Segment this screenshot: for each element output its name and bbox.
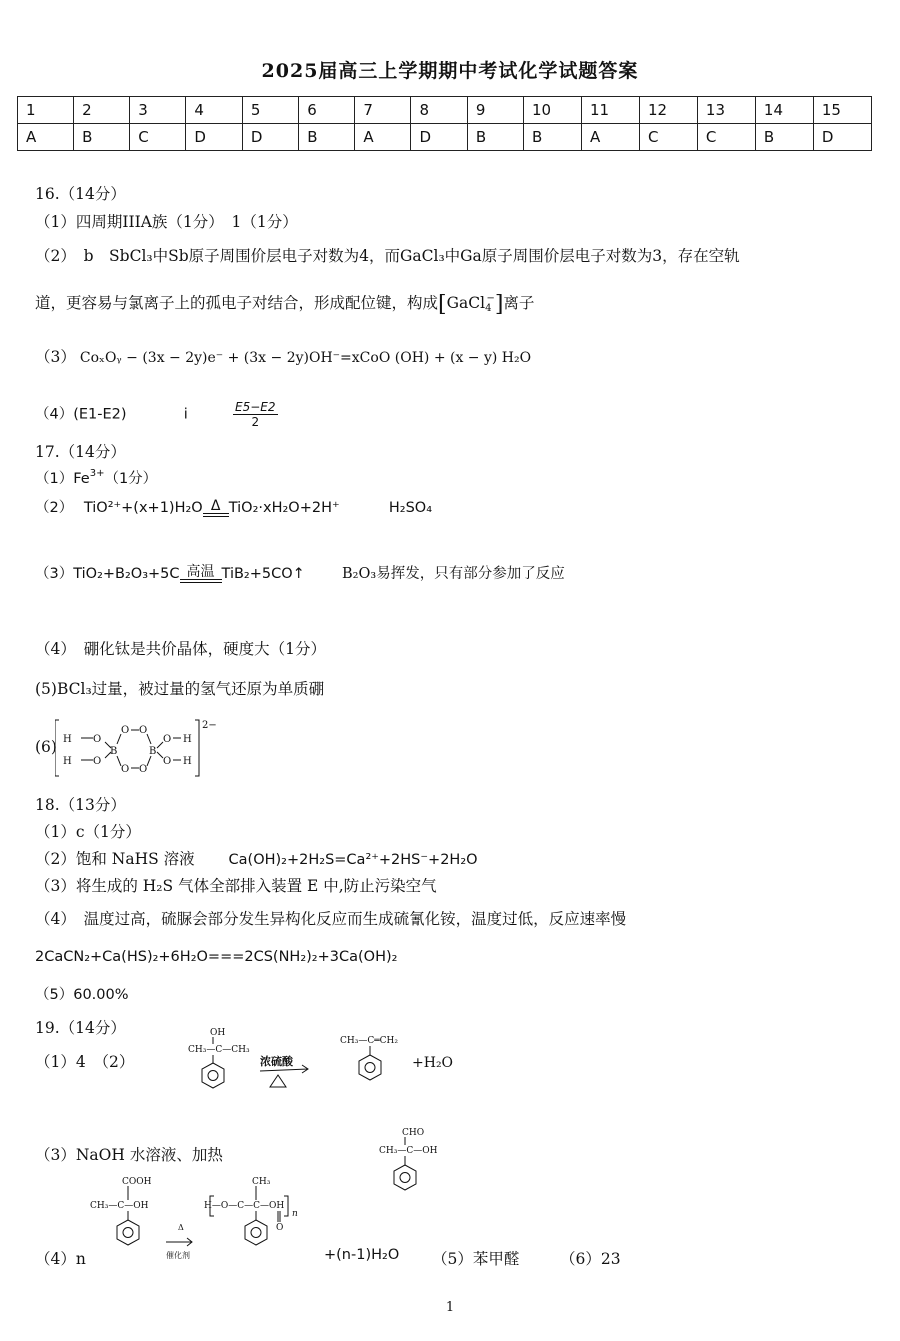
q19-part4-water: +(n-1)H₂O	[324, 1247, 400, 1263]
polymer-chain-label: H—O—C—C—OH	[204, 1201, 285, 1211]
q19-part2-water: +H₂O	[412, 1055, 454, 1071]
q17-part3-left: TiO₂+B₂O₃+5C	[73, 566, 180, 582]
q19-polymerization-scheme	[80, 1172, 330, 1272]
answer-table-numbers-row	[18, 97, 872, 124]
acid-chain-label: CH₃—C—OH	[90, 1201, 149, 1211]
question-number: 8	[411, 97, 467, 124]
q18-part2-equation: Ca(OH)₂+2H₂S=Ca²⁺+2HS⁻+2H₂O	[228, 852, 478, 868]
q17-part2-condition: Δ	[210, 498, 221, 514]
q17-part2-left: TiO²⁺+(x+1)H₂O	[83, 500, 203, 516]
answer-cell: A	[581, 124, 639, 151]
question-number: 3	[130, 97, 186, 124]
answer-cell: B	[523, 124, 581, 151]
product-chain-label: CH₃—C═CH₂	[340, 1036, 398, 1046]
polymer-methyl-label: CH₃	[252, 1177, 271, 1187]
q18-part2	[35, 847, 478, 869]
answer-cell: D	[242, 124, 298, 151]
q16-part3-equation: CoₓOᵧ − (3x − 2y)e⁻ + (3x − 2y)OH⁻=xCoO (OH) + (x − y) H₂O	[79, 350, 532, 366]
catalyst-label: 催化剂	[166, 1251, 190, 1260]
fraction-denominator: 2	[251, 415, 260, 429]
q19-header: 19.（14分）	[35, 1019, 126, 1037]
diagram-atom-label: O	[163, 756, 172, 767]
q16-header: 16.（14分）	[35, 185, 126, 203]
answer-cell: C	[639, 124, 697, 151]
q17-part2-right: TiO₂·xH₂O+2H⁺	[228, 500, 340, 516]
q17-part3	[35, 562, 565, 583]
q17-part1-label: （1）Fe	[35, 471, 90, 487]
q17-part2	[35, 496, 432, 517]
q17-part3-label: （3）	[35, 566, 74, 582]
q16-part4-label: （4）(E1-E2)	[35, 406, 127, 423]
reagent-concentrated-sulfuric-acid: 浓硫酸	[260, 1055, 293, 1068]
diagram-atom-label: H	[63, 734, 72, 745]
q19-part6: （6）23	[560, 1250, 621, 1268]
page-title: 2025届高三上学期期中考试化学试题答案	[261, 60, 639, 82]
borate-charge: 2−	[202, 720, 217, 731]
diagram-atom-label: O	[139, 764, 148, 775]
q18-part4: （4） 温度过高，硫脲会部分发生异构化反应而生成硫氰化铵，温度过低，反应速率慢	[35, 910, 627, 928]
q19-part5: （5）苯甲醛	[432, 1250, 520, 1268]
question-number: 9	[467, 97, 523, 124]
question-number: 6	[299, 97, 355, 124]
answer-cell: C	[130, 124, 186, 151]
cooh-label: COOH	[122, 1177, 152, 1187]
q19-aldehyde-structure	[375, 1125, 445, 1195]
answer-cell: B	[755, 124, 813, 151]
q16-part3-label: （3）	[35, 348, 76, 366]
q18-part2-label: （2）饱和 NaHS 溶液	[35, 850, 195, 868]
carbonyl-o-label: O	[276, 1223, 284, 1233]
diagram-atom-label: H	[183, 734, 192, 745]
q16-part2-line1	[35, 244, 740, 266]
q19-part4-label: （4）n	[35, 1250, 86, 1268]
q17-part2-label: （2）	[35, 500, 74, 516]
question-number: 7	[355, 97, 411, 124]
question-number: 1	[18, 97, 74, 124]
q16-part2-end: 离子	[503, 294, 535, 312]
answer-cell: B	[74, 124, 130, 151]
q16-part2-text: SbCl₃中Sb原子周围价层电子对数为4，而GaCl₃中Ga原子周围价层电子对数为3，存在空轨	[109, 247, 740, 265]
question-number: 2	[74, 97, 130, 124]
oh-label: OH	[210, 1028, 226, 1038]
q18-part3: （3）将生成的 H₂S 气体全部排入装置 E 中,防止污染空气	[35, 877, 437, 895]
answer-cell: A	[355, 124, 411, 151]
delta-label: Δ	[178, 1223, 184, 1232]
q18-part4-equation: 2CaCN₂+Ca(HS)₂+6H₂O===2CS(NH₂)₂+3Ca(OH)₂	[35, 949, 398, 965]
diagram-atom-label: O	[121, 725, 130, 736]
q18-part5: （5）60.00%	[35, 987, 129, 1003]
diagram-atom-label: O	[121, 764, 130, 775]
q17-part1-score: （1分）	[104, 471, 158, 487]
answer-cell: B	[467, 124, 523, 151]
diagram-atom-label: O	[93, 734, 102, 745]
q19-part4	[35, 1247, 86, 1269]
question-number: 5	[242, 97, 298, 124]
diagram-atom-label: O	[163, 734, 172, 745]
fraction-numerator: E5−E2	[235, 400, 276, 414]
q17-part3-extra: B₂O₃易挥发，只有部分参加了反应	[342, 566, 565, 582]
q17-part1-charge: 3+	[89, 468, 105, 479]
q19-part3: （3）NaOH 水溶液、加热	[35, 1146, 223, 1164]
answer-cell: B	[299, 124, 355, 151]
q17-part5: (5)BCl₃过量，被过量的氢气还原为单质硼	[35, 680, 325, 698]
diagram-atom-label: H	[183, 756, 192, 767]
question-number: 15	[813, 97, 871, 124]
q16-part2-label: （2） b	[35, 247, 110, 265]
question-number: 11	[581, 97, 639, 124]
polymer-n-label: n	[292, 1209, 298, 1219]
question-number: 13	[697, 97, 755, 124]
borate-structure-diagram	[55, 718, 225, 780]
answer-table	[17, 96, 872, 151]
q16-ion: GaCl	[446, 294, 486, 312]
q17-part3-right: TiB₂+5CO↑	[221, 566, 305, 582]
q16-part4-mid: i	[183, 406, 188, 423]
cho-label: CHO	[402, 1128, 425, 1138]
q18-header: 18.（13分）	[35, 796, 126, 814]
answer-cell: C	[697, 124, 755, 151]
reactant-chain-label: CH₃—C—CH₃	[188, 1045, 250, 1055]
q18-part1: （1）c（1分）	[35, 823, 141, 841]
answer-table-answers-row	[18, 124, 872, 151]
question-number: 12	[639, 97, 697, 124]
q17-header: 17.（14分）	[35, 443, 126, 461]
aldehyde-chain-label: CH₃—C—OH	[379, 1146, 438, 1156]
answer-cell: D	[813, 124, 871, 151]
q16-part2-line2: 道，更容易与氯离子上的孤电子对结合，形成配位键，构成[GaCl$_4$−]离子	[35, 292, 535, 317]
q16-part1: （1）四周期IIIA族（1分） 1（1分）	[35, 213, 298, 231]
q16-part3	[35, 345, 531, 367]
q19-dehydration-scheme	[180, 1025, 470, 1095]
q16-part2-text2: 道，更容易与氯离子上的孤电子对结合，形成配位键，构成	[35, 294, 439, 312]
answer-cell: D	[186, 124, 242, 151]
q17-part3-condition: 高温	[186, 564, 215, 580]
q19-part1-2: （1）4 （2）	[35, 1053, 135, 1071]
question-number: 4	[186, 97, 242, 124]
q16-part4	[35, 400, 278, 429]
q17-part4: （4） 硼化钛是共价晶体，硬度大（1分）	[35, 640, 326, 658]
q17-part2-extra: H₂SO₄	[388, 500, 433, 516]
answer-cell: D	[411, 124, 467, 151]
q17-part6-label: (6)	[35, 738, 57, 756]
answer-cell: A	[18, 124, 74, 151]
page-number: 1	[445, 1300, 455, 1315]
diagram-atom-label: O	[93, 756, 102, 767]
diagram-atom-label: B	[149, 746, 157, 757]
diagram-atom-label: H	[63, 756, 72, 767]
question-number: 10	[523, 97, 581, 124]
question-number: 14	[755, 97, 813, 124]
diagram-atom-label: O	[139, 725, 148, 736]
q17-part1	[35, 467, 157, 488]
q16-part4-fraction	[233, 400, 278, 429]
diagram-atom-label: B	[110, 746, 118, 757]
